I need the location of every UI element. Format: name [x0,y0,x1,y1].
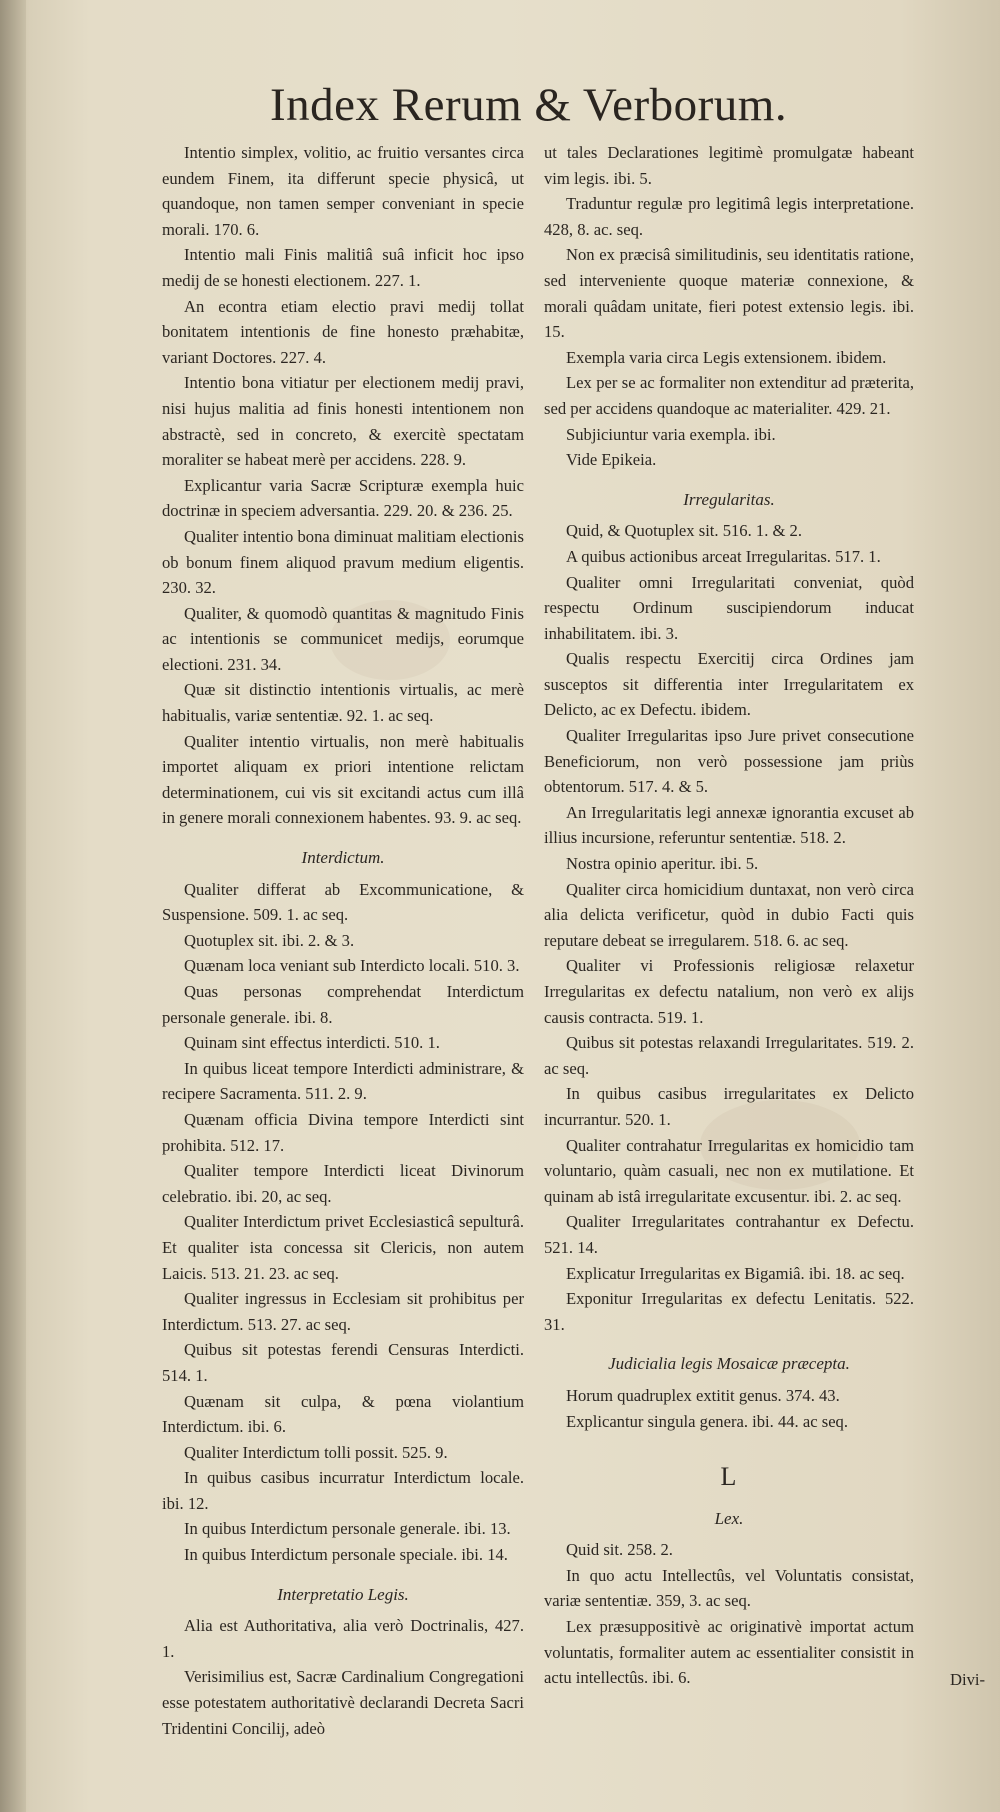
index-entry: Qualiter intentio virtualis, non merè habitualis importet aliquam ex priori intentione relictam determinationem, cui vis sit excitandi actus cum illâ in genere morali connexionem habentes. 93. 9. ac seq. [162,731,524,828]
catchword: Divi- [950,1670,986,1689]
index-entry: Qualiter contrahatur Irregularitas ex homicidio tam voluntario, quàm casuali, nec non ex mutilatione. Et quinam ab istâ irregularitate excusentur. ibi. 2. ac seq. [544,1135,914,1206]
index-entry: Quas personas comprehendat Interdictum personale generale. ibi. 8. [162,982,524,1027]
index-entry: Non ex præcisâ similitudinis, seu identitatis ratione, sed interveniente quoque materiæ connexione, & morali quâdam unitate, fieri potest extensio legis. ibi. 15. [544,245,914,342]
index-entry: Quid sit. 258. 2. [566,1540,673,1560]
index-entry: Quibus sit potestas ferendi Censuras Interdicti. 514. 1. [162,1340,524,1385]
lex-entries [544,1537,914,1691]
index-entry: Qualiter, & quomodò quantitas & magnitudo Finis ac intentionis se communicet medijs, eorumque electioni. 231. 34. [162,603,524,674]
index-entry: Alia est Authoritativa, alia verò Doctrinalis, 427. 1. [162,1616,524,1661]
index-entry: Explicatur Irregularitas ex Bigamiâ. ibi. 18. ac seq. [566,1263,905,1283]
index-entry: A quibus actionibus arceat Irregularitas. 517. 1. [566,546,881,566]
index-entry: Horum quadruplex extitit genus. 374. 43. [566,1385,840,1405]
index-entry: In quo actu Intellectûs, vel Voluntatis consistat, variæ sententiæ. 359, 3. ac seq. [544,1565,914,1611]
page-binding-shadow [0,0,26,1812]
judicialia-entries [544,1383,914,1434]
index-entry: Quinam sint effectus interdicti. 510. 1. [184,1033,440,1053]
index-entry: Lex per se ac formaliter non extenditur ad præterita, sed per accidens quandoque ac materialiter. 429. 21. [544,373,914,418]
index-entry: Quæ sit distinctio intentionis virtualis, ac merè habitualis, variæ sententiæ. 92. 1. ac seq. [162,680,524,726]
index-entry: Explicantur singula genera. ibi. 44. ac seq. [566,1411,849,1431]
index-entry: Qualiter Irregularitas ipso Jure privet consecutione Beneficiorum, non verò possessione jam priùs obtentorum. 517. 4. & 5. [544,726,914,797]
intentio-entries [162,140,524,831]
index-entry: Quænam sit culpa, & pœna violantium Interdictum. ibi. 6. [162,1391,524,1437]
index-entry: ut tales Declarationes legitimè promulgatæ habeant vim legis. ibi. 5. [544,143,914,188]
index-entry: Intentio simplex, volitio, ac fruitio versantes circa eundem Finem, ita differunt specie physicâ, ut quandoque, non tamen semper conveniant in specie morali. 170. 6. [162,143,524,239]
index-entry: Intentio bona vitiatur per electionem medij pravi, nisi hujus malitia ad finis honesti intentionem non abstractè, sed in concreto, & exercitè spectatam moraliter se habeat merè per accidens. 228. 9. [162,373,524,470]
index-entry: In quibus liceat tempore Interdicti administrare, & recipere Sacramenta. 511. 2. 9. [162,1058,524,1104]
index-entry: In quibus Interdictum personale generale. ibi. 13. [184,1519,511,1539]
irregularitas-entries [544,518,914,1337]
index-entry: Quænam officia Divina tempore Interdicti sint prohibita. 512. 17. [162,1109,524,1155]
index-entry: Qualiter ingressus in Ecclesiam sit prohibitus per Interdictum. 513. 27. ac seq. [162,1289,524,1334]
index-entry: Qualiter tempore Interdicti liceat Divinorum celebratio. ibi. 20, ac seq. [162,1161,524,1206]
index-entry: Quænam loca veniant sub Interdicto locali. 510. 3. [184,956,520,976]
index-entry: Explicantur varia Sacræ Scripturæ exempla huic doctrinæ in speciem adversantia. 229. 20. & 236. 25. [162,475,524,521]
index-entry: Exempla varia circa Legis extensionem. ibidem. [566,347,887,367]
index-entry: In quibus casibus irregularitates ex Delicto incurrantur. 520. 1. [544,1084,914,1129]
interpretatio-entries [162,1613,524,1741]
index-entry: Quid, & Quotuplex sit. 516. 1. & 2. [566,521,802,541]
index-entry: Qualis respectu Exercitij circa Ordines jam susceptos sit differentia inter Irregularitatem ex Delicto, ac ex Defectu. ibidem. [544,649,914,720]
index-entry: In quibus casibus incurratur Interdictum locale. ibi. 12. [162,1468,524,1513]
index-entry: Traduntur regulæ pro legitimâ legis interpretatione. 428, 8. ac. seq. [544,194,914,239]
index-entry: Quotuplex sit. ibi. 2. & 3. [184,930,355,950]
cross-reference: Vide Epikeia. [566,450,657,470]
right-column [544,140,914,1691]
section-heading-irregularitas: Irregularitas. [683,489,775,509]
index-entry: Qualiter differat ab Excommunicatione, & Suspensione. 509. 1. ac seq. [162,879,524,925]
index-entry: Quibus sit potestas relaxandi Irregularitates. 519. 2. ac seq. [544,1033,914,1078]
interpretatio-continued-entries [544,140,914,473]
index-entry: Qualiter omni Irregularitati conveniat, quòd respectu Ordinum suscipiendorum inducat inhabilitatem. ibi. 3. [544,572,914,643]
section-letter: L [720,1462,738,1492]
index-entry: Qualiter Interdictum tolli possit. 525. 9. [184,1442,448,1462]
interdictum-entries [162,877,524,1568]
index-entry: Qualiter intentio bona diminuat malitiam electionis ob bonum finem aliquod pravum medium eligentis. 230. 32. [162,526,524,598]
index-entry: Qualiter circa homicidium duntaxat, non verò circa alia delicta verificetur, quòd in dubio Facti quis reputare debeat se irregularem. 518. 6. ac seq. [544,879,914,950]
index-entry: Subjiciuntur varia exempla. ibi. [566,424,776,444]
left-column [162,140,524,1741]
index-entry: Nostra opinio aperitur. ibi. 5. [566,854,759,874]
section-heading-interdictum: Interdictum. [301,848,385,868]
page-title: Index Rerum & Verborum. [270,79,788,131]
index-entry: Verisimilius est, Sacræ Cardinalium Congregationi esse potestatem authoritativè declarandi Decreta Sacri Tridentini Concilij, adeò [162,1667,524,1738]
index-entry: Intentio mali Finis malitiâ suâ inficit hoc ipso medij de se honesti electionem. 227. 1. [162,245,524,290]
index-entry: Qualiter vi Professionis religiosæ relaxetur Irregularitas ex defectu natalium, non verò ex alijs causis contracta. 519. 1. [544,956,914,1027]
index-entry: An Irregularitatis legi annexæ ignorantia excuset ab illius incursione, referuntur sententiæ. 518. 2. [544,802,914,848]
index-entry: Qualiter Irregularitates contrahantur ex Defectu. 521. 14. [544,1212,914,1257]
section-heading-interpretatio: Interpretatio Legis. [277,1584,409,1604]
section-heading-judicialia: Judicialia legis Mosaicæ præcepta. [608,1354,850,1374]
section-heading-lex: Lex. [714,1508,744,1528]
index-entry: An econtra etiam electio pravi medij tollat bonitatem intentionis de fine honesto præhabitæ, variant Doctores. 227. 4. [162,296,524,367]
index-entry: Exponitur Irregularitas ex defectu Lenitatis. 522. 31. [544,1289,914,1334]
index-entry: In quibus Interdictum personale speciale. ibi. 14. [184,1545,508,1565]
index-entry: Qualiter Interdictum privet Ecclesiasticâ sepulturâ. Et qualiter ista concessa sit Clericis, non autem Laicis. 513. 21. 23. ac seq. [162,1212,524,1283]
index-entry: Lex præsuppositivè ac originativè importat actum voluntatis, formaliter autem ac essentialiter consistit in actu intellectûs. ibi. 6. [544,1617,914,1688]
